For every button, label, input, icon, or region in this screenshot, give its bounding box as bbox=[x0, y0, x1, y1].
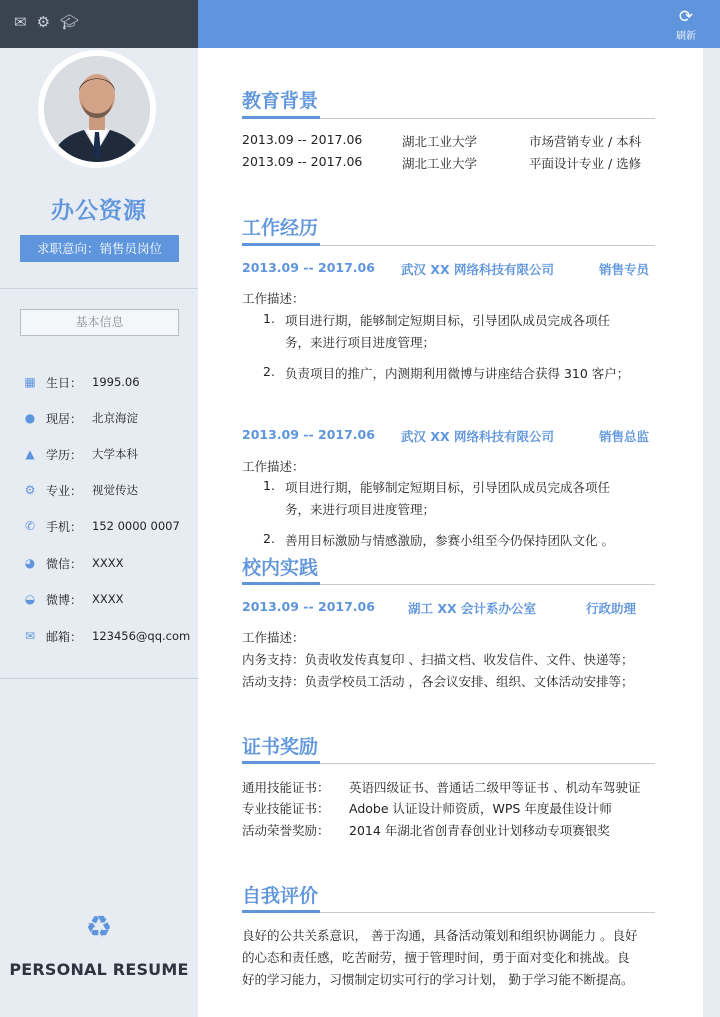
campus-line: 内务支持：负责收发传真复印 、扫描文档、收发信件、文件、快递等； bbox=[242, 652, 634, 667]
info-label: 生日： bbox=[46, 375, 83, 390]
recycle-icon: ♻ bbox=[85, 910, 113, 945]
calendar-icon: ▦ bbox=[24, 375, 36, 389]
info-label: 手机： bbox=[46, 519, 83, 534]
personal-resume-footer: PERSONAL RESUME bbox=[9, 960, 189, 979]
info-row-education bbox=[22, 444, 138, 464]
info-row-wechat bbox=[22, 553, 124, 573]
info-value: 1995.06 bbox=[92, 375, 140, 389]
campus-line: 活动支持：负责学校员工活动 ，各会议安排、组织、文体活动安排等； bbox=[242, 674, 634, 689]
edu-major: 市场营销专业 / 本科 bbox=[529, 134, 642, 149]
gear-icon: ⚙ bbox=[24, 483, 36, 497]
job-item-line: 善用目标激励与情感激励，参赛小组至今仍保持团队文化 。 bbox=[285, 533, 614, 548]
section-accent-bar bbox=[242, 116, 320, 119]
gear-icon[interactable]: ⚙ bbox=[36, 13, 51, 31]
cert-label: 活动荣誉奖励： bbox=[242, 823, 330, 838]
edu-school: 湖北工业大学 bbox=[402, 156, 478, 171]
sidebar-divider bbox=[0, 288, 198, 289]
info-label: 学历： bbox=[46, 447, 83, 462]
job-desc-label: 工作描述： bbox=[242, 459, 305, 474]
job-company: 武汉 XX 网络科技有限公司 bbox=[401, 262, 554, 277]
name: 办公资源 bbox=[51, 198, 147, 224]
basic-info-button[interactable]: 基本信息 bbox=[20, 309, 179, 336]
campus-role: 行政助理 bbox=[586, 601, 637, 616]
edu-school: 湖北工业大学 bbox=[402, 134, 478, 149]
info-value: 123456@qq.com bbox=[92, 629, 191, 643]
section-accent-bar bbox=[242, 761, 320, 764]
campus-desc-label: 工作描述： bbox=[242, 630, 305, 645]
edu-period: 2013.09 -- 2017.06 bbox=[242, 132, 363, 147]
info-row-email bbox=[22, 626, 190, 646]
section-title-campus: 校内实践 bbox=[242, 557, 319, 579]
campus-org: 湖工 XX 会计系办公室 bbox=[408, 601, 536, 616]
phone-icon: ✆ bbox=[24, 519, 36, 533]
topbar-right bbox=[198, 0, 720, 48]
topbar-left bbox=[0, 0, 198, 48]
self-eval-line: 良好的公共关系意识， 善于沟通，具备活动策划和组织协调能力 。良好 bbox=[242, 928, 638, 943]
info-label: 现居： bbox=[46, 411, 83, 426]
edu-period: 2013.09 -- 2017.06 bbox=[242, 154, 363, 169]
info-row-weibo bbox=[22, 589, 124, 609]
location-icon: ● bbox=[24, 411, 36, 425]
wechat-icon: ◕ bbox=[24, 556, 36, 570]
info-row-residence bbox=[22, 408, 138, 428]
job-role: 销售专员 bbox=[599, 262, 650, 277]
graduation-cap-icon[interactable]: 🎓︎ bbox=[60, 13, 80, 31]
cert-value: 2014 年湖北省创青春创业计划移动专项赛银奖 bbox=[349, 823, 610, 838]
job-item-line: 项目进行期，能够制定短期目标，引导团队成员完成各项任 bbox=[285, 480, 611, 495]
job-company: 武汉 XX 网络科技有限公司 bbox=[401, 429, 554, 444]
info-value: 北京海淀 bbox=[92, 411, 138, 425]
cert-value: Adobe 认证设计师资质，WPS 年度最佳设计师 bbox=[349, 801, 612, 816]
section-accent-bar bbox=[242, 243, 320, 246]
refresh-button[interactable] bbox=[676, 8, 696, 42]
info-row-phone bbox=[22, 516, 180, 536]
mail-icon[interactable]: ✉ bbox=[14, 13, 27, 31]
cert-label: 专业技能证书： bbox=[242, 801, 330, 816]
self-eval-line: 的心态和责任感，吃苦耐劳，擅于管理时间，勇于面对变化和挑战。良 bbox=[242, 950, 630, 965]
campus-period: 2013.09 -- 2017.06 bbox=[242, 599, 375, 614]
section-accent-bar bbox=[242, 582, 320, 585]
info-label: 专业： bbox=[46, 483, 83, 498]
info-value: XXXX bbox=[92, 592, 124, 606]
edu-major: 平面设计专业 / 选修 bbox=[529, 156, 642, 171]
section-accent-bar bbox=[242, 910, 320, 913]
list-number: 2. bbox=[263, 531, 275, 546]
section-title-education: 教育背景 bbox=[242, 90, 319, 112]
info-row-birthday bbox=[22, 372, 140, 392]
job-period: 2013.09 -- 2017.06 bbox=[242, 427, 375, 442]
job-item-line: 务，来进行项目进度管理； bbox=[285, 335, 436, 350]
sidebar bbox=[0, 48, 198, 1017]
info-label: 邮箱： bbox=[46, 629, 83, 644]
info-value: 视觉传达 bbox=[92, 483, 138, 497]
mail-icon: ✉ bbox=[24, 629, 36, 643]
refresh-label: 刷新 bbox=[676, 31, 696, 42]
job-role: 销售总监 bbox=[599, 429, 650, 444]
info-row-major bbox=[22, 480, 138, 500]
list-number: 1. bbox=[263, 311, 275, 326]
cert-value: 英语四级证书、普通话二级甲等证书 、机动车驾驶证 bbox=[349, 780, 641, 795]
list-number: 1. bbox=[263, 478, 275, 493]
info-value: 152 0000 0007 bbox=[92, 519, 180, 533]
section-title-self: 自我评价 bbox=[242, 885, 319, 907]
right-edge bbox=[703, 48, 720, 1017]
weibo-icon: ◒ bbox=[24, 592, 36, 606]
main-content bbox=[198, 48, 703, 1017]
info-value: 大学本科 bbox=[92, 447, 138, 461]
graduation-cap-icon: ▲ bbox=[25, 447, 35, 461]
info-label: 微博： bbox=[46, 592, 83, 607]
avatar bbox=[44, 56, 150, 162]
cert-label: 通用技能证书： bbox=[242, 780, 330, 795]
section-title-certs: 证书奖励 bbox=[242, 736, 319, 758]
job-desc-label: 工作描述： bbox=[242, 291, 305, 306]
job-period: 2013.09 -- 2017.06 bbox=[242, 260, 375, 275]
list-number: 2. bbox=[263, 364, 275, 379]
self-eval-line: 好的学习能力，习惯制定切实可行的学习计划， 勤于学习能不断提高。 bbox=[242, 972, 634, 987]
job-intent: 求职意向：销售员岗位 bbox=[20, 235, 179, 262]
job-item-line: 负责项目的推广，内测期利用微博与讲座结合获得 310 客户； bbox=[285, 366, 630, 381]
info-value: XXXX bbox=[92, 556, 124, 570]
job-item-line: 项目进行期，能够制定短期目标，引导团队成员完成各项任 bbox=[285, 313, 611, 328]
job-item-line: 务，来进行项目进度管理； bbox=[285, 502, 436, 517]
section-title-work: 工作经历 bbox=[242, 217, 319, 239]
sidebar-divider bbox=[0, 678, 198, 679]
topbar-icons bbox=[14, 13, 79, 31]
refresh-icon: ⟳ bbox=[678, 7, 694, 27]
info-label: 微信： bbox=[46, 556, 83, 571]
